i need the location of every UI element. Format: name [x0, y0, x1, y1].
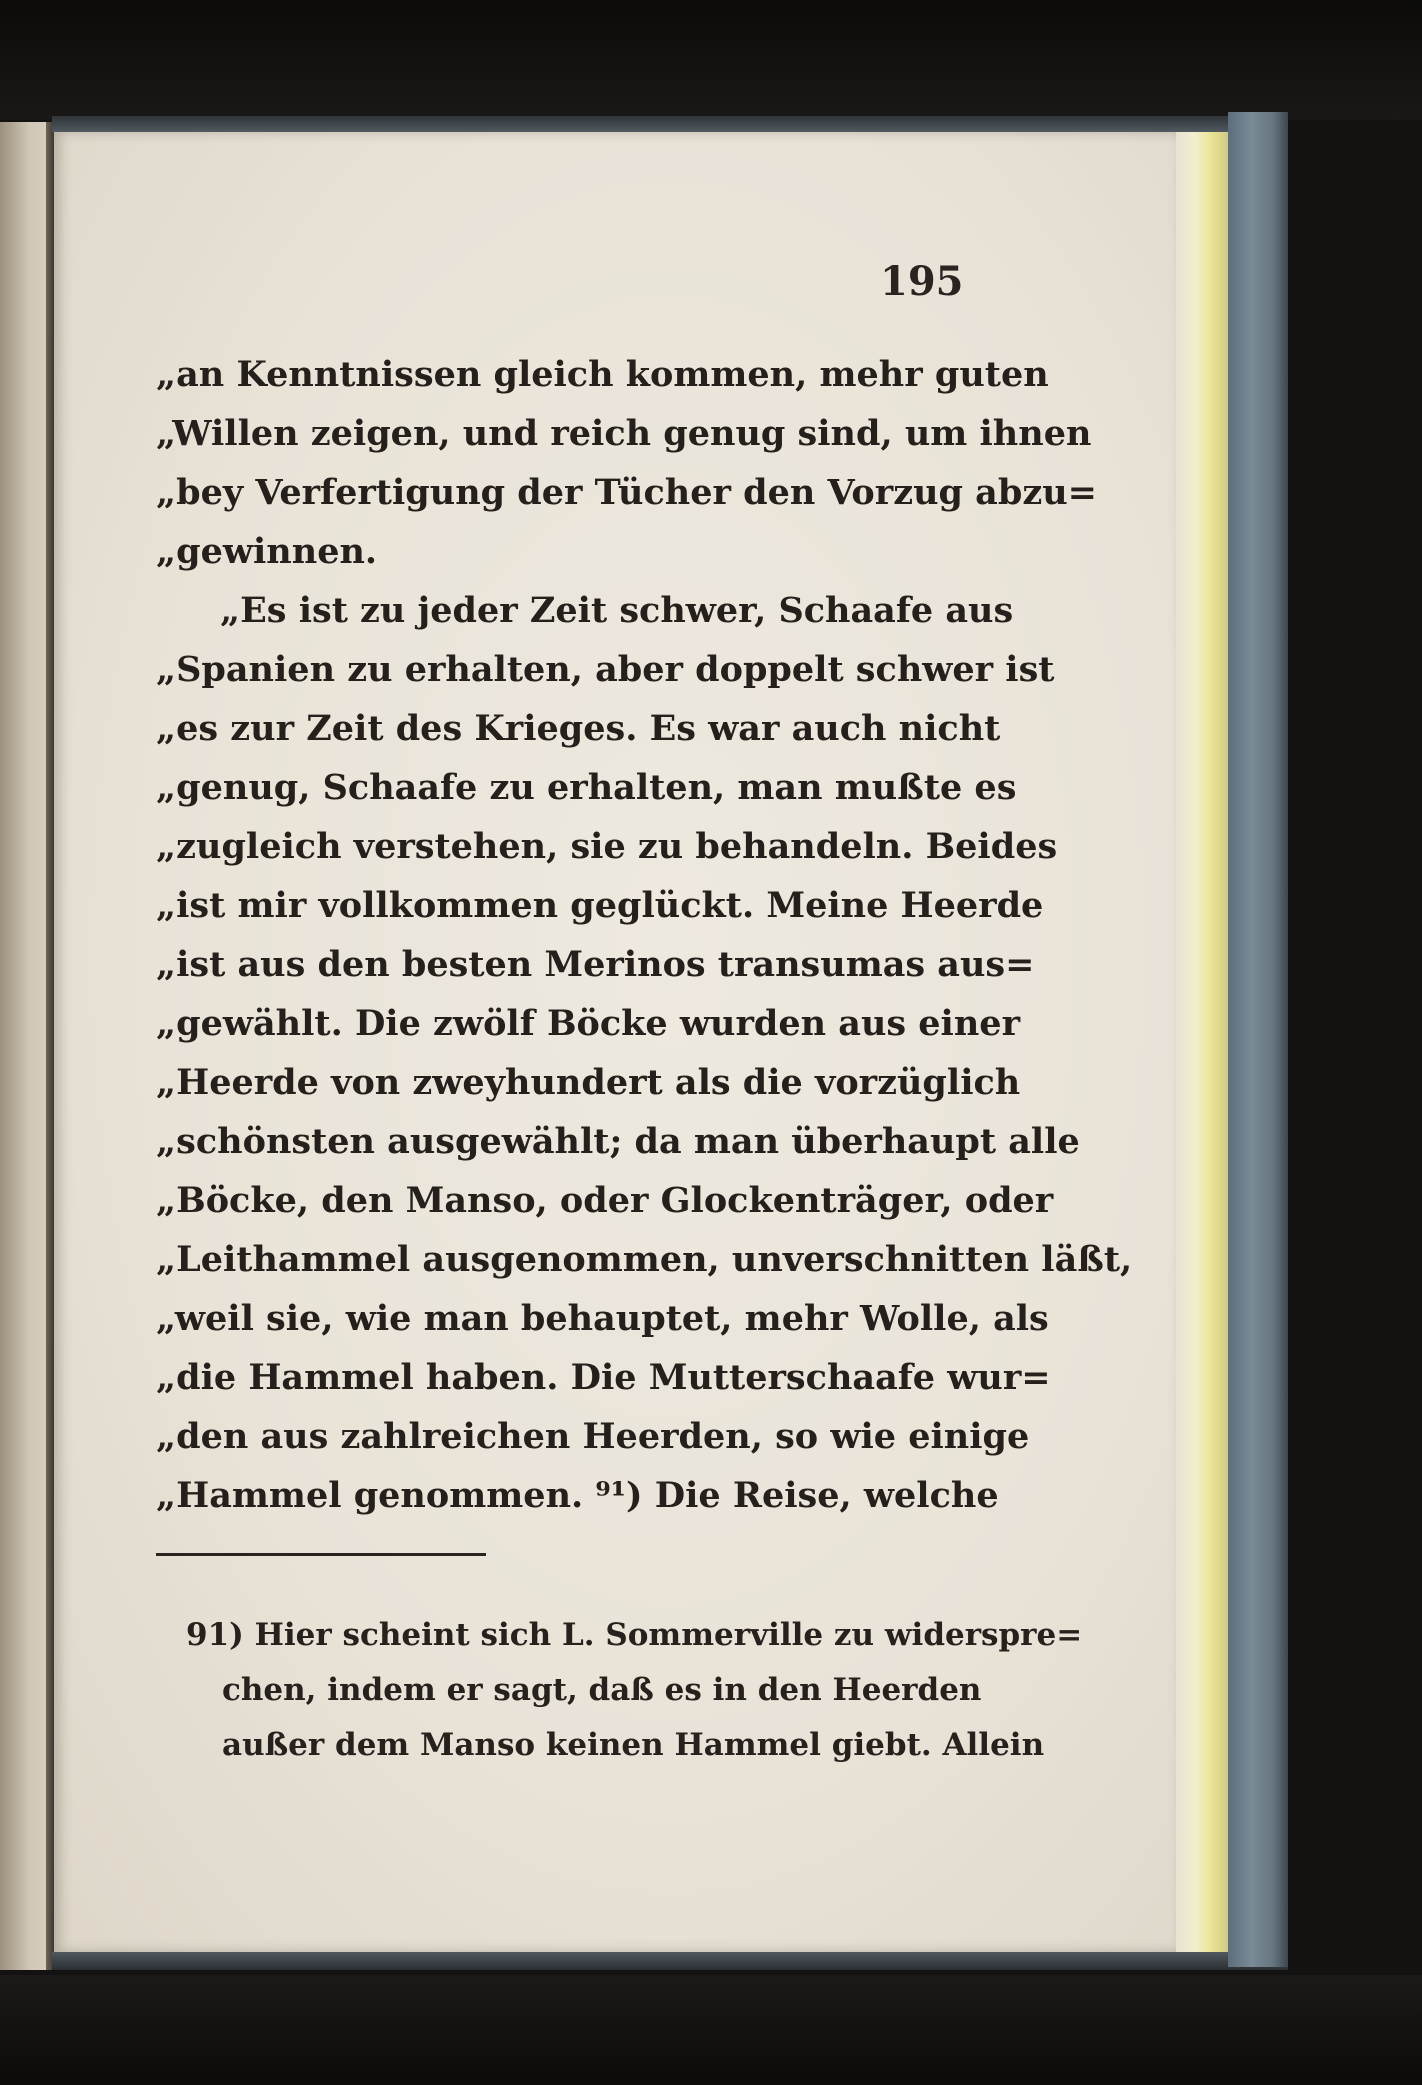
facing-page-edge — [0, 122, 52, 1970]
text-line: „an Kenntnissen gleich kommen, mehr guten — [156, 354, 1049, 395]
gutter-shadow — [46, 122, 54, 1970]
backdrop-bottom — [0, 1975, 1422, 2085]
text-line: „schönsten ausgewählt; da man überhaupt alle — [156, 1121, 1080, 1162]
footnote-line: 91) Hier scheint sich L. Sommerville zu widerspre= — [186, 1617, 1083, 1653]
text-line: „ist mir vollkommen geglückt. Meine Heerde — [156, 885, 1044, 926]
footnote-line: chen, indem er sagt, daß es in den Heerden — [222, 1672, 982, 1708]
text-line: „Willen zeigen, und reich genug sind, um ihnen — [156, 413, 1092, 454]
cover-top-edge — [52, 116, 1288, 132]
cover-bottom-edge — [52, 1952, 1288, 1970]
text-line: „Es ist zu jeder Zeit schwer, Schaafe aus — [220, 590, 1014, 631]
text-line: „Leithammel ausgenommen, unverschnitten läßt, — [156, 1239, 1133, 1280]
text-line: „Hammel genommen. ⁹¹) Die Reise, welche — [156, 1475, 999, 1516]
backdrop-top — [0, 0, 1422, 120]
text-line: „Heerde von zweyhundert als die vorzüglich — [156, 1062, 1021, 1103]
text-line: „gewählt. Die zwölf Böcke wurden aus einer — [156, 1003, 1021, 1044]
text-line: „bey Verfertigung der Tücher den Vorzug abzu= — [156, 472, 1097, 513]
footnote-line: außer dem Manso keinen Hammel giebt. Allein — [222, 1727, 1045, 1763]
text-line: „den aus zahlreichen Heerden, so wie einige — [156, 1416, 1030, 1457]
footnote — [186, 1608, 1083, 1773]
text-line: „weil sie, wie man behauptet, mehr Wolle, als — [156, 1298, 1049, 1339]
text-line: „gewinnen. — [156, 531, 378, 572]
book-cover — [1228, 112, 1288, 1967]
body-text — [156, 345, 1133, 1525]
text-line: „zugleich verstehen, sie zu behandeln. Beides — [156, 826, 1058, 867]
page-number: 195 — [880, 258, 964, 305]
footnote-rule — [156, 1553, 486, 1556]
page-block-edge — [1176, 132, 1228, 1952]
text-line: „die Hammel haben. Die Mutterschaafe wur= — [156, 1357, 1051, 1398]
text-line: „Böcke, den Manso, oder Glockenträger, oder — [156, 1180, 1054, 1221]
text-line: „genug, Schaafe zu erhalten, man mußte es — [156, 767, 1017, 808]
text-line: „es zur Zeit des Krieges. Es war auch nicht — [156, 708, 1001, 749]
text-line: „Spanien zu erhalten, aber doppelt schwer ist — [156, 649, 1055, 690]
text-line: „ist aus den besten Merinos transumas aus= — [156, 944, 1035, 985]
